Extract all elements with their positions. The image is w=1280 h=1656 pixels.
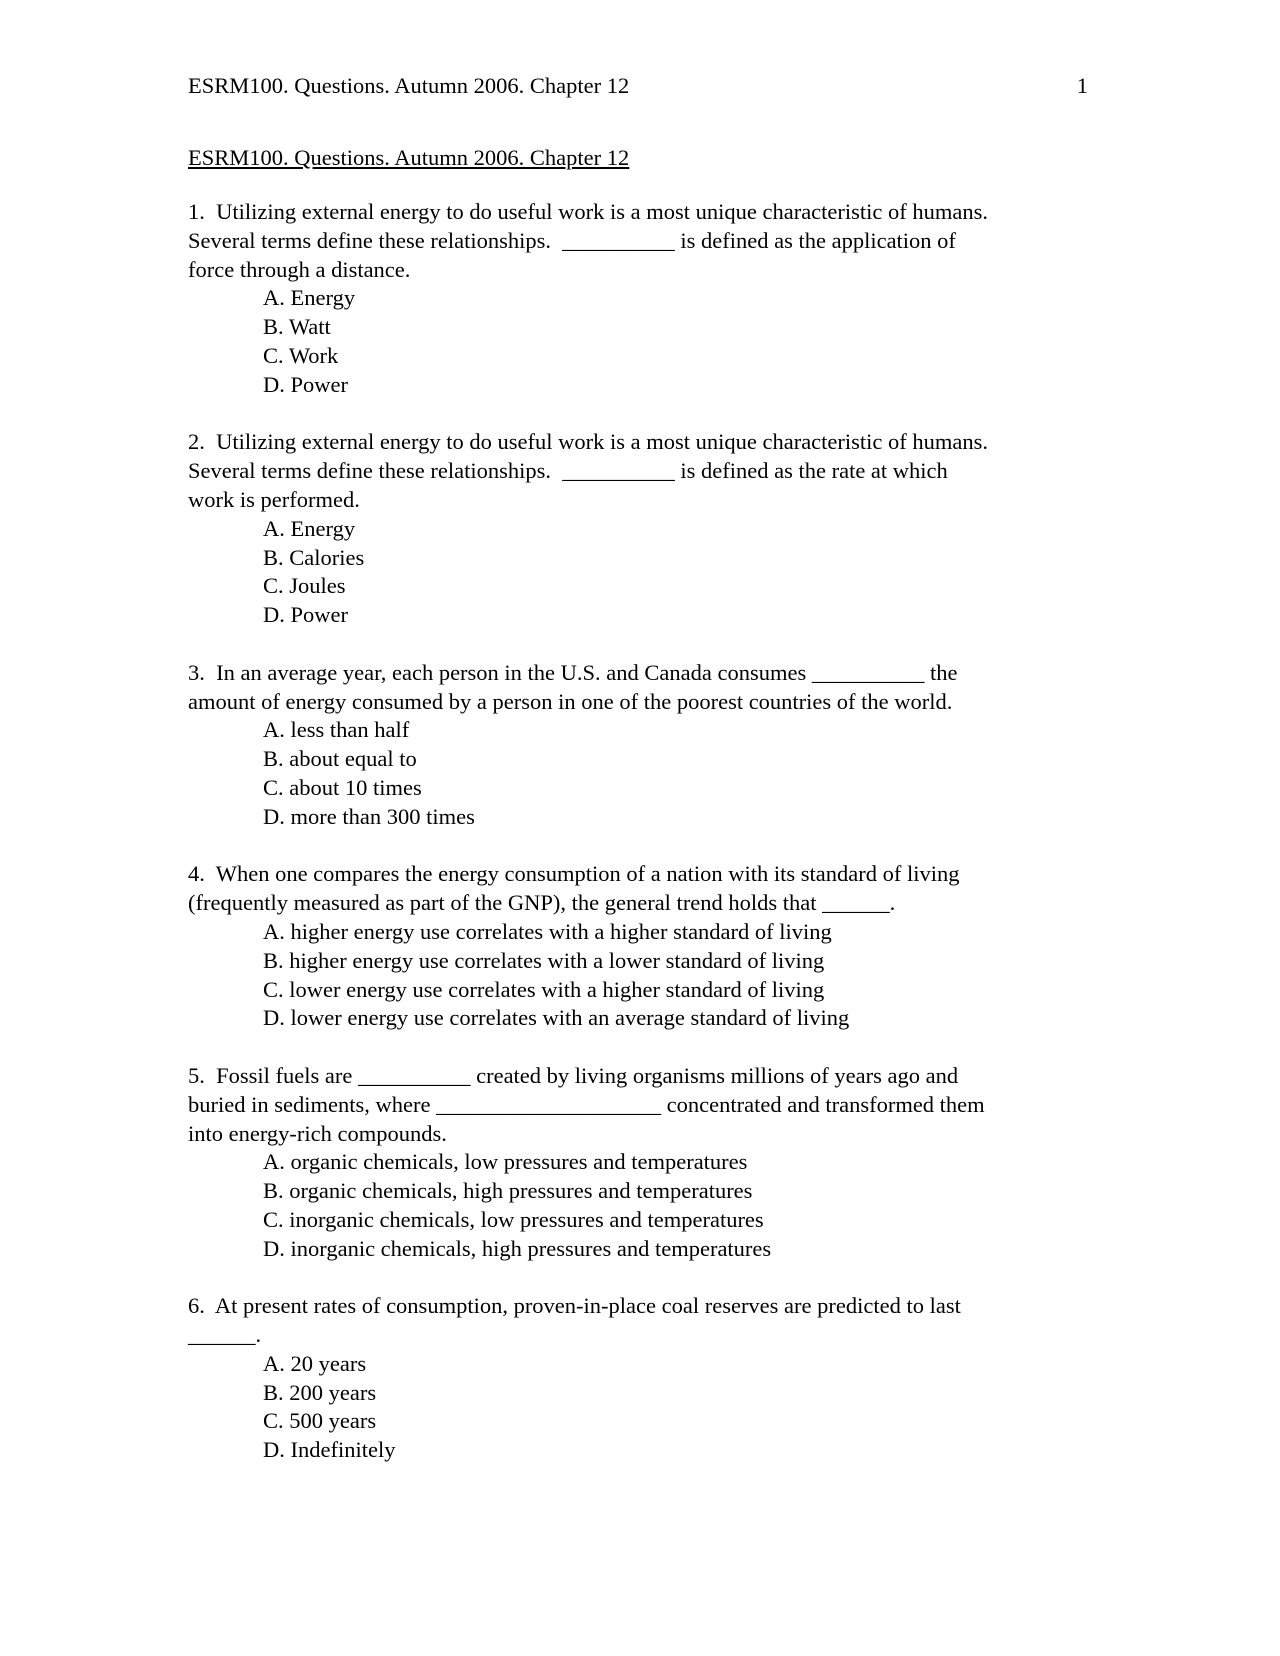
answer-option: D. inorganic chemicals, high pressures and temperatures — [263, 1235, 772, 1261]
question-text-line: (frequently measured as part of the GNP), the general trend holds that ______. — [188, 890, 896, 916]
answer-option: B. higher energy use correlates with a lower standard of living — [263, 947, 825, 973]
question-text-line: ______. — [188, 1322, 262, 1348]
answer-option: C. 500 years — [263, 1408, 377, 1434]
answer-option: A. Energy — [263, 515, 356, 541]
page-header — [188, 72, 1088, 100]
question-3 — [188, 659, 1108, 832]
answer-option: A. organic chemicals, low pressures and temperatures — [263, 1149, 748, 1175]
question-text-line: Several terms define these relationships. __________ is defined as the rate at which — [188, 458, 948, 484]
answer-option: B. Calories — [263, 544, 365, 570]
question-text-line: 1. Utilizing external energy to do useful work is a most unique characteristic of humans. — [188, 199, 989, 224]
question-text-line: buried in sediments, where ____________________ concentrated and transformed them — [188, 1091, 985, 1117]
answer-option: D. lower energy use correlates with an average standard of living — [263, 1005, 850, 1031]
question-6 — [188, 1292, 1108, 1465]
answer-option: A. Energy — [263, 285, 356, 311]
answer-option: D. Power — [263, 371, 348, 397]
answer-option: B. Watt — [263, 314, 331, 340]
answer-option: C. inorganic chemicals, low pressures and temperatures — [263, 1206, 764, 1232]
question-text-line: amount of energy consumed by a person in one of the poorest countries of the world. — [188, 688, 953, 714]
question-text-line: 5. Fossil fuels are __________ created by living organisms millions of years ago and — [188, 1062, 959, 1088]
answer-option: C. Work — [263, 342, 339, 368]
question-1 — [188, 198, 1108, 400]
answer-option: C. Joules — [263, 573, 346, 599]
question-2 — [188, 428, 1108, 630]
question-text-line: 2. Utilizing external energy to do useful work is a most unique characteristic of humans. — [188, 429, 989, 455]
question-5 — [188, 1062, 1108, 1264]
answer-option: D. Power — [263, 602, 348, 628]
answer-option: C. about 10 times — [263, 774, 422, 800]
document-title: ESRM100. Questions. Autumn 2006. Chapter 12 — [188, 145, 630, 170]
answer-option: B. 200 years — [263, 1379, 377, 1405]
header-text: ESRM100. Questions. Autumn 2006. Chapter 12 — [188, 73, 630, 98]
question-text-line: 4. When one compares the energy consumption of a nation with its standard of living — [188, 861, 960, 887]
answer-option: A. less than half — [263, 717, 410, 743]
question-text-line: work is performed. — [188, 486, 360, 512]
question-text-line: 6. At present rates of consumption, proven-in-place coal reserves are predicted to last — [188, 1293, 961, 1319]
answer-option: D. more than 300 times — [263, 803, 475, 829]
answer-option: B. organic chemicals, high pressures and temperatures — [263, 1178, 753, 1204]
answer-option: A. higher energy use correlates with a higher standard of living — [263, 918, 832, 944]
question-text-line: into energy-rich compounds. — [188, 1120, 447, 1146]
question-text-line: 3. In an average year, each person in the U.S. and Canada consumes __________ the — [188, 659, 958, 685]
page-number: 1 — [1076, 73, 1088, 98]
question-text-line: force through a distance. — [188, 256, 411, 282]
question-list — [188, 198, 1108, 1494]
question-text-line: Several terms define these relationships. __________ is defined as the application of — [188, 227, 956, 253]
answer-option: D. Indefinitely — [263, 1437, 396, 1463]
answer-option: B. about equal to — [263, 746, 417, 772]
answer-option: C. lower energy use correlates with a higher standard of living — [263, 976, 825, 1002]
answer-option: A. 20 years — [263, 1350, 367, 1376]
question-4 — [188, 860, 1108, 1033]
